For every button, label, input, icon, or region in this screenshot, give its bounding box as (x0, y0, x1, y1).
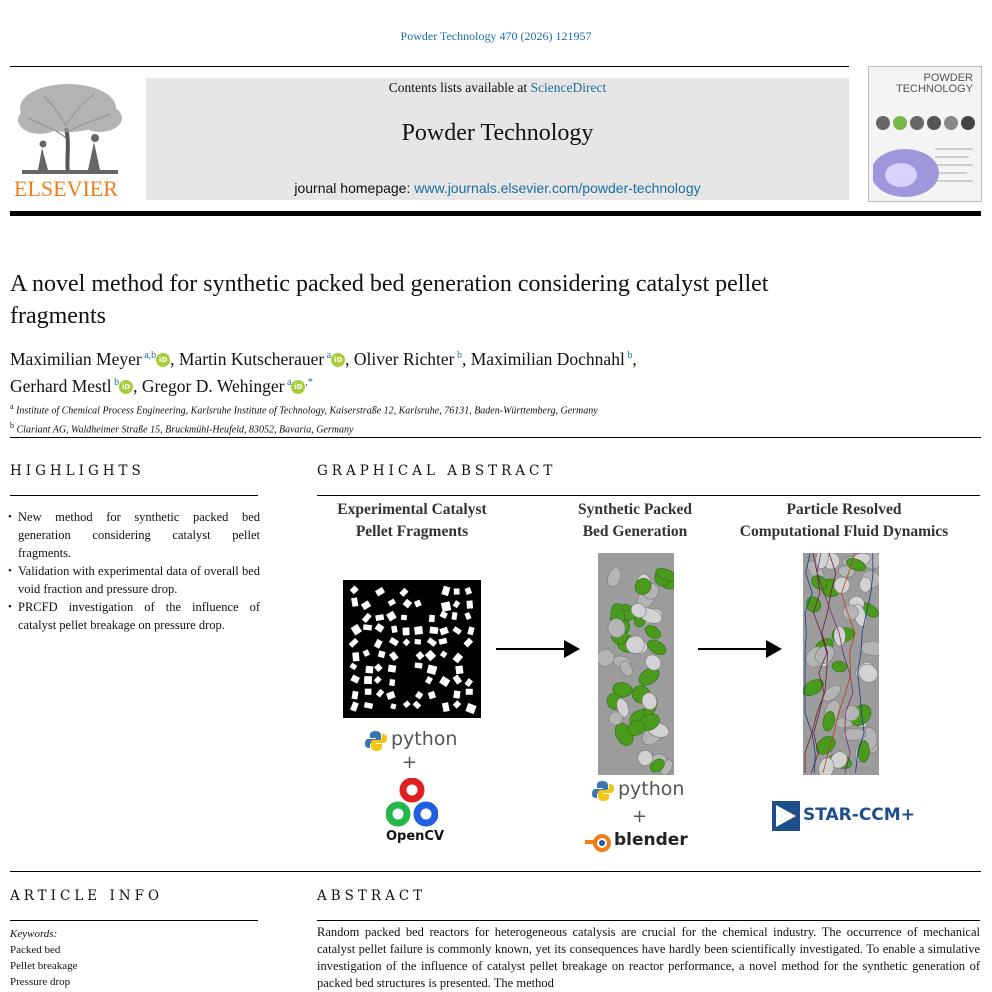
pellet-fragment (414, 600, 422, 608)
pellet-fragment (389, 679, 395, 686)
python-icon (592, 780, 614, 802)
pellet-fragment (351, 624, 362, 636)
pellet-fragment (401, 615, 407, 621)
author-separator: ,* (305, 376, 313, 388)
pellet-fragment (464, 612, 471, 620)
python-logo (365, 730, 465, 752)
pellet-fragment (391, 626, 397, 633)
pellet-fragment (452, 626, 461, 635)
keywords-label: Keywords: (10, 928, 58, 940)
pellet-fragment (455, 665, 463, 674)
pellet-fragment (414, 626, 423, 635)
pellet-fragment (374, 639, 383, 649)
affiliations (10, 399, 910, 438)
orcid-icon[interactable]: iD (291, 380, 305, 394)
pellet-fragment (466, 689, 473, 695)
pellet-fragment (453, 675, 463, 685)
pellet-fragment (352, 652, 359, 661)
pellet-fragment (374, 663, 383, 672)
pellet-fragment (466, 600, 473, 608)
affiliation-mark[interactable]: b (624, 350, 633, 361)
author-separator: , (133, 375, 142, 396)
ga-title-line: Experimental Catalyst (337, 501, 487, 518)
pellet-fragment (375, 614, 384, 621)
sciencedirect-link[interactable]: ScienceDirect (530, 80, 607, 95)
pellet-fragment (376, 689, 384, 698)
opencv-label: OpenCV (386, 829, 445, 844)
orcid-icon[interactable]: iD (119, 380, 133, 394)
author[interactable]: Maximilian Meyer (10, 348, 142, 369)
ga-title-line: Particle Resolved (786, 501, 902, 518)
highlights-rule (10, 495, 258, 496)
journal-title: Powder Technology (401, 120, 594, 146)
author-separator: , (345, 348, 354, 369)
pellet-fragment (463, 638, 473, 648)
pellet-fragment (403, 599, 413, 609)
pellet-fragment (465, 703, 476, 714)
author[interactable]: Gregor D. Wehinger (141, 375, 285, 396)
abstract-heading: ABSTRACT (317, 888, 427, 904)
graphical-abstract-heading: GRAPHICAL ABSTRACT (317, 463, 557, 479)
pellet-fragment (464, 678, 473, 687)
pellet-fragment (362, 613, 372, 623)
pellet-fragment (451, 612, 457, 620)
arrow-right-icon (766, 640, 782, 658)
pellet-fragment (375, 587, 385, 596)
homepage-link[interactable]: www.journals.elsevier.com/powder-technology (414, 180, 701, 196)
orcid-icon[interactable]: iD (156, 353, 170, 367)
pellet-fragment (453, 700, 461, 708)
author[interactable]: Oliver Richter (353, 348, 455, 369)
pellet-fragment (378, 650, 386, 658)
pellet-fragment (453, 600, 461, 608)
highlight-item: • New method for synthetic packed bed generation considering catalyst pellet fragments. (10, 508, 260, 562)
pellet-fragment (441, 601, 451, 612)
affiliation-mark[interactable]: a (284, 376, 292, 388)
author-list (10, 344, 910, 398)
pellet-fragment (351, 597, 358, 607)
elsevier-wordmark: ELSEVIER (14, 176, 118, 201)
pellet-fragment (442, 702, 450, 712)
pellet-fragment (467, 626, 474, 635)
running-head[interactable]: Powder Technology 470 (2026) 121957 (400, 29, 592, 43)
author-separator: , (170, 348, 179, 369)
affiliation-mark[interactable]: b (454, 350, 462, 361)
pellet-fragment (465, 587, 472, 595)
pellet-fragment (388, 665, 397, 673)
orcid-icon[interactable]: iD (331, 353, 345, 367)
ga-title-line: Pellet Fragments (355, 523, 469, 540)
pellet-fragment (375, 623, 385, 633)
ga-title-line: Synthetic Packed (577, 501, 693, 518)
keyword: Pressure drop (10, 976, 71, 988)
article-info-rule (10, 920, 258, 921)
journal-cover-thumbnail[interactable] (868, 66, 982, 202)
pellet-fragment (425, 650, 436, 662)
pellet-fragment (350, 585, 359, 594)
highlights-heading: HIGHLIGHTS (10, 463, 145, 479)
pellet-fragment (364, 702, 373, 709)
pellet-fragment (452, 653, 463, 664)
arrow-shaft (496, 648, 566, 650)
pellet-fragment (350, 675, 360, 684)
pellet-fragment (440, 651, 448, 659)
opencv-icon (386, 778, 438, 828)
article-info-heading: ARTICLE INFO (10, 888, 164, 904)
pellet-fragment (363, 624, 372, 630)
abstract-rule (317, 920, 980, 921)
pellet-fragment (441, 586, 450, 596)
starccm-label: STAR-CCM+ (803, 805, 915, 825)
pellet-fragment (453, 690, 460, 698)
graphical-abstract-rule (317, 495, 980, 496)
pellet-fragment (415, 691, 423, 699)
keyword: Pellet breakage (10, 960, 78, 972)
pellet-fragment (402, 627, 409, 635)
pellet-fragment (425, 676, 433, 684)
ga-title-line: Bed Generation (582, 523, 688, 540)
pellet-fragment (349, 663, 357, 671)
synthetic-packed-bed-image (598, 553, 674, 775)
pellet-fragment (352, 691, 359, 700)
keyword: Packed bed (10, 944, 61, 956)
plus-sign: + (402, 752, 418, 773)
article-title: A novel method for synthetic packed bed generation considering catalyst pellet fragments (10, 271, 769, 329)
author-separator: , (632, 348, 637, 369)
pellet-fragment (363, 649, 370, 657)
affiliation-mark[interactable]: b (111, 376, 120, 388)
contents-line (146, 80, 849, 96)
pellet-fragment (388, 599, 396, 607)
pellet-fragment (414, 662, 422, 668)
affiliation-letter: b (10, 421, 14, 431)
affiliation (10, 418, 910, 437)
affiliation-mark[interactable]: a (324, 350, 332, 361)
author-separator: , (462, 348, 471, 369)
abstract-text: Random packed bed reactors for heterogeneous catalysis are crucial for the chemical industry. The occurrence of mechanical catalyst pellet failure is commonly known, yet its consequences have hardly been scientifically investigated. To enable a simulative investigation of the influence of catalyst pellet breakage on reactor performance, a novel method for the synthetic generation of packed bed structures is presented. The method (317, 925, 980, 990)
pellet-fragment (389, 637, 399, 646)
pellet-fragment (364, 676, 372, 684)
cover-title-2: TECHNOLOGY (895, 83, 973, 95)
ga-title-line: Computational Fluid Dynamics (739, 523, 949, 540)
python-logo (592, 780, 692, 802)
pellet-fragment (365, 689, 372, 695)
ga-title-generation (548, 499, 722, 543)
pellet (860, 577, 872, 592)
blender-icon (583, 830, 615, 854)
pellet-fragment (350, 701, 359, 711)
pellet-fragment (439, 627, 449, 636)
python-label: python (618, 778, 685, 800)
affiliation-text: Clariant AG, Waldheimer Straße 15, Bruckmühl-Heufeld, 83052, Bavaria, Germany (14, 424, 354, 436)
pellet-fragment (439, 676, 450, 687)
homepage-line (146, 180, 849, 196)
pellet-fragment (429, 615, 435, 622)
author[interactable]: Gerhard Mestl (10, 375, 112, 396)
pellet-fragment (438, 638, 447, 645)
pellet-fragment (429, 626, 438, 634)
pellet-fragment (374, 676, 382, 684)
pellet-fragment (427, 637, 437, 646)
cover-artwork (873, 115, 977, 197)
pellet-fragment (403, 638, 411, 646)
author[interactable]: Martin Kutscherauer (178, 348, 325, 369)
header-thick-rule (10, 211, 981, 216)
pellet-fragment (440, 611, 448, 619)
arrow-right-icon (564, 640, 580, 658)
highlight-item: • PRCFD investigation of the influence of catalyst pellet breakage on pressure drop. (10, 598, 260, 634)
pellet-fragment (427, 664, 438, 675)
python-label: python (391, 728, 458, 750)
pellet-fragment (361, 600, 371, 610)
pellet-fragment (386, 691, 396, 700)
homepage-prefix: journal homepage: (294, 180, 415, 196)
pellet-fragment (414, 639, 421, 645)
affiliation (10, 399, 910, 418)
affiliation-rule (10, 437, 981, 438)
pellet-fragment (386, 611, 397, 622)
section-rule (10, 871, 981, 872)
pellet-fragment (349, 638, 359, 648)
ga-title-prcfd (722, 499, 966, 543)
prcfd-result-image (803, 553, 879, 775)
pellet-fragment (454, 588, 460, 594)
pellet-fragments-image (343, 580, 481, 718)
plus-sign: + (632, 806, 648, 827)
pellet-fragment (365, 666, 373, 674)
python-icon (365, 730, 387, 752)
ga-title-fragments (317, 499, 507, 543)
header-rule (10, 66, 849, 67)
pellet-fragment (403, 700, 411, 708)
pellet-fragment (413, 701, 422, 710)
pellet-fragment (390, 703, 396, 709)
blender-label: blender (614, 830, 688, 850)
author[interactable]: Maximilian Dochnahl (470, 348, 625, 369)
starccm-icon (772, 801, 800, 831)
pellet-fragment (389, 651, 399, 661)
keywords-block (10, 926, 260, 990)
arrow-shaft (698, 648, 768, 650)
affiliation-letter: a (10, 402, 14, 411)
affiliation-mark[interactable]: a,b (141, 350, 157, 361)
cover-title-1: POWDER (923, 72, 973, 84)
pellet-fragment (416, 651, 425, 660)
highlights-list (10, 508, 260, 634)
affiliation-text: Institute of Chemical Process Engineering, Karlsruhe Institute of Technology, Kaiserstraße 12, Karlsruhe, 76131, Baden-Württemberg, Germany (13, 405, 598, 417)
pellet-fragment (428, 691, 436, 699)
contents-prefix: Contents lists available at (388, 80, 531, 95)
highlight-item: • Validation with experimental data of overall bed void fraction and pressure drop. (10, 562, 260, 598)
pellet-fragment (399, 588, 408, 597)
